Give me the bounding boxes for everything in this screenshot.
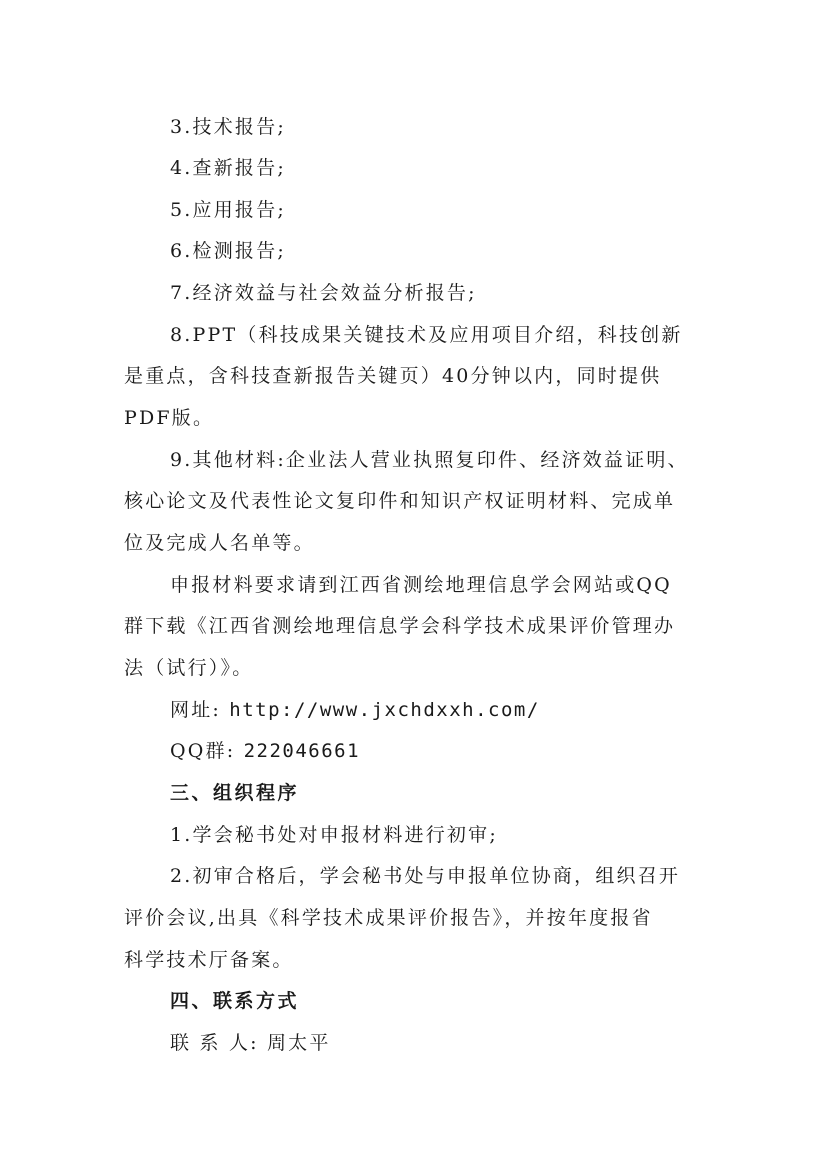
qq-group-number: 222046661 bbox=[243, 740, 361, 762]
material-item-9-line-2: 核心论文及代表性论文复印件和知识产权证明材料、完成单 bbox=[124, 490, 676, 512]
procedure-step-1: 1.学会秘书处对申报材料进行初审; bbox=[170, 824, 498, 846]
contact-line bbox=[170, 1031, 331, 1055]
material-item-6: 6.检测报告; bbox=[170, 240, 286, 262]
contact-label: 联 系 人: bbox=[170, 1032, 259, 1054]
material-item-9-line-1: 9.其他材料:企业法人营业执照复印件、经济效益证明、 bbox=[170, 449, 689, 471]
material-item-8-line-2: 是重点，含科技查新报告关键页）40分钟以内，同时提供 bbox=[124, 365, 662, 387]
material-item-8-line-3: PDF版。 bbox=[124, 407, 215, 429]
procedure-step-2-line-3: 科学技术厅备案。 bbox=[124, 949, 294, 971]
download-instructions-line-3: 法（试行）》。 bbox=[124, 657, 254, 679]
website-line bbox=[170, 698, 540, 722]
material-item-3: 3.技术报告; bbox=[170, 116, 286, 138]
download-instructions-line-1: 申报材料要求请到江西省测绘地理信息学会网站或QQ bbox=[170, 574, 672, 596]
website-label: 网址: bbox=[170, 699, 222, 721]
contact-name: 周太平 bbox=[266, 1032, 331, 1054]
procedure-step-2-line-1: 2.初审合格后，学会秘书处与申报单位协商，组织召开 bbox=[170, 865, 681, 887]
material-item-8-line-1: 8.PPT（科技成果关键技术及应用项目介绍，科技创新 bbox=[170, 324, 683, 346]
procedure-step-2-line-2: 评价会议,出具《科学技术成果评价报告》，并按年度报省 bbox=[124, 907, 653, 929]
website-link[interactable]: http://www.jxchdxxh.com/ bbox=[229, 699, 540, 721]
section-4-heading: 四、联系方式 bbox=[170, 990, 300, 1012]
material-item-4: 4.查新报告; bbox=[170, 157, 286, 179]
material-item-5: 5.应用报告; bbox=[170, 199, 286, 221]
qq-group-label: QQ群: bbox=[170, 740, 236, 762]
material-item-9-line-3: 位及完成人名单等。 bbox=[124, 532, 315, 554]
download-instructions-line-2: 群下载《江西省测绘地理信息学会科学技术成果评价管理办 bbox=[124, 615, 676, 637]
qq-group-line bbox=[170, 739, 360, 763]
material-item-7: 7.经济效益与社会效益分析报告; bbox=[170, 282, 477, 304]
section-3-heading: 三、组织程序 bbox=[170, 782, 300, 804]
